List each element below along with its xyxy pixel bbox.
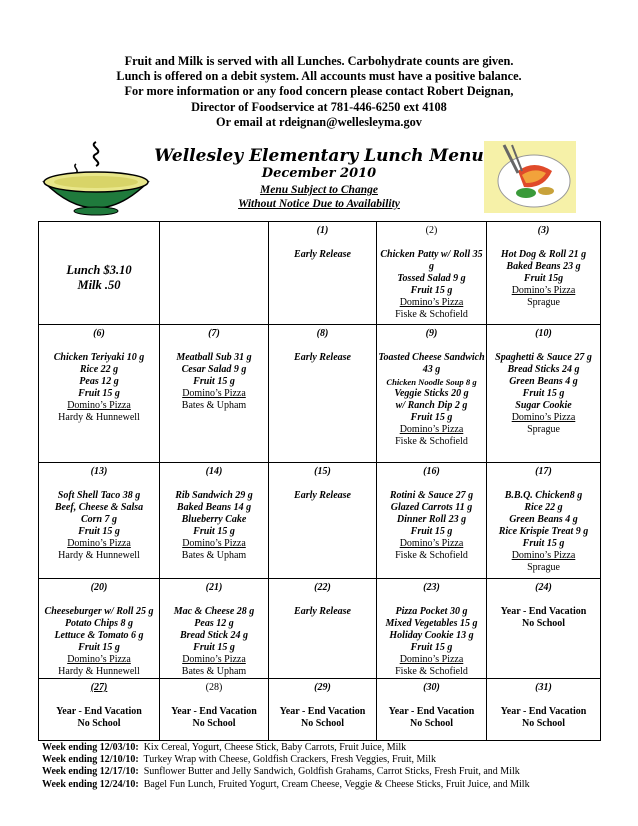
day-number: (9) [425, 328, 438, 339]
menu-item: Early Release [294, 249, 351, 260]
menu-item: Potato Chips 8 g [64, 618, 134, 629]
school-names: Hardy & Hunnewell [58, 550, 140, 561]
menu-item: Rice 22 g [524, 502, 563, 513]
pizza-label [378, 424, 485, 436]
menu-item: Pizza Pocket 30 g [395, 606, 468, 617]
calendar-week-row [39, 325, 601, 463]
menu-item: Rib Sandwich 29 g [175, 490, 253, 501]
calendar-day-cell [377, 463, 487, 579]
price-box [40, 263, 158, 293]
calendar-day-cell [487, 222, 601, 325]
menu-item: Peas 12 g [79, 376, 119, 387]
calendar-day-cell [269, 679, 377, 741]
menu-item: Bread Sticks 24 g [507, 364, 580, 375]
menu-item: w/ Ranch Dip 2 g [395, 400, 468, 411]
menu-item: Peas 12 g [194, 618, 234, 629]
header-line: Or email at rdeignan@wellesleyma.gov [216, 114, 422, 129]
pizza-name: Domino’s Pizza [511, 550, 576, 561]
calendar-day-cell [269, 325, 377, 463]
calendar-day-cell [269, 463, 377, 579]
day-number: (16) [423, 466, 440, 477]
menu-item: Rice 22 g [79, 364, 119, 375]
pizza-label [488, 550, 599, 562]
calendar-day-cell [160, 679, 269, 741]
menu-item: Glazed Carrots 11 g [390, 502, 473, 513]
day-number: (15) [314, 466, 331, 477]
day-number: (8) [316, 328, 329, 339]
milk-price: Milk .50 [77, 278, 121, 292]
school-names: Sprague [527, 424, 560, 435]
menu-item: Fruit 15 g [78, 642, 120, 653]
menu-item: Chicken Teriyaki 10 g [53, 352, 145, 363]
vacation-note: Year - End Vacation [171, 706, 257, 717]
menu-month: December 2010 [261, 166, 377, 181]
day-number: (13) [90, 466, 108, 477]
menu-item: Toasted Cheese Sandwich 43 g [378, 352, 485, 375]
menu-item: Baked Beans 23 g [506, 261, 581, 272]
menu-item: Fruit 15 g [410, 412, 453, 423]
menu-item: Fruit 15 g [522, 538, 565, 549]
pizza-name: Domino’s Pizza [67, 654, 131, 665]
menu-item: Mac & Cheese 28 g [173, 606, 255, 617]
menu-item: Fruit 15 g [193, 376, 235, 387]
calendar-day-cell [487, 463, 601, 579]
pizza-name: Domino’s Pizza [182, 388, 246, 399]
pizza-name: Domino’s Pizza [182, 538, 246, 549]
school-names: Fiske & Schofield [395, 666, 468, 677]
vacation-note: Year - End Vacation [500, 606, 587, 617]
menu-item: Fruit 15 g [193, 526, 235, 537]
pizza-name: Domino’s Pizza [399, 538, 464, 549]
calendar-day-cell [160, 579, 269, 679]
menu-item: Early Release [294, 352, 351, 363]
menu-item: Fruit 15 g [410, 642, 453, 653]
pizza-label [161, 654, 267, 666]
calendar-week-row [39, 222, 601, 325]
school-names: Bates & Upham [181, 550, 247, 561]
menu-notice [0, 184, 638, 211]
lunch-price: Lunch $3.10 [66, 263, 132, 277]
menu-item: Fruit 15 g [410, 526, 453, 537]
menu-item: Fruit 15 g [410, 285, 453, 296]
header-line: Fruit and Milk is served with all Lunches. Carbohydrate counts are given. [124, 54, 514, 68]
calendar-day-cell [39, 325, 160, 463]
calendar-day-cell [39, 679, 160, 741]
menu-item: Rotini & Sauce 27 g [389, 490, 474, 501]
header-line: Director of Foodservice at 781-446-6250 ext 4108 [191, 99, 447, 114]
pizza-label [488, 285, 599, 297]
day-number: (29) [314, 682, 331, 693]
menu-item: Holiday Cookie 13 g [389, 630, 474, 641]
header-line: Lunch is offered on a debit system. All accounts must have a positive balance. [116, 69, 522, 84]
day-number: (24) [535, 582, 552, 593]
menu-item: B.B.Q. Chicken8 g [504, 490, 583, 501]
vacation-note: Year - End Vacation [500, 706, 587, 717]
vacation-note: No School [192, 718, 236, 729]
header-line: For more information or any food concern please contact Robert Deignan, [124, 84, 514, 99]
pizza-label [40, 654, 158, 666]
menu-item: Green Beans 4 g [509, 376, 578, 387]
calendar-day-cell [39, 222, 160, 325]
day-number: (21) [205, 582, 223, 593]
menu-item: Chicken Patty w/ Roll 35 g [380, 249, 483, 272]
menu-item: Meatball Sub 31 g [176, 352, 252, 363]
calendar-day-cell [487, 679, 601, 741]
vacation-note: No School [521, 618, 566, 629]
calendar-day-cell [160, 325, 269, 463]
calendar-day-cell [39, 463, 160, 579]
calendar-day-cell [160, 463, 269, 579]
menu-item: Beef, Cheese & Salsa [54, 502, 144, 513]
calendar-day-cell [487, 579, 601, 679]
school-names: Sprague [527, 297, 560, 308]
menu-item: Rice Krispie Treat 9 g [498, 526, 589, 537]
calendar-day-cell [487, 325, 601, 463]
school-names: Fiske & Schofield [395, 436, 468, 447]
menu-item: Fruit 15 g [78, 526, 120, 537]
menu-item: Corn 7 g [80, 514, 118, 525]
vacation-note: No School [521, 718, 566, 729]
calendar-day-cell [160, 222, 269, 325]
pizza-label [488, 412, 599, 424]
notice-line: Without Notice Due to Availability [238, 197, 400, 210]
menu-title: Wellesley Elementary Lunch Menu [154, 146, 484, 166]
menu-item: Green Beans 4 g [509, 514, 578, 525]
day-number: (27) [90, 682, 108, 693]
pizza-label [40, 538, 158, 550]
menu-item: Fruit 15g [523, 273, 564, 284]
vacation-note: Year - End Vacation [279, 706, 366, 717]
vacation-note: No School [409, 718, 454, 729]
vacation-note: Year - End Vacation [388, 706, 475, 717]
day-number: (17) [535, 466, 552, 477]
calendar-day-cell [377, 679, 487, 741]
week-ending-row: Week ending 12/24/10: Bagel Fun Lunch, Fruited Yogurt, Cream Cheese, Veggie & Cheese Sticks, Fruit Juice, and Milk [42, 778, 530, 790]
menu-item: Fruit 15 g [193, 642, 235, 653]
school-names: Fiske & Schofield [395, 309, 468, 320]
day-number: (30) [423, 682, 440, 693]
menu-item: Early Release [294, 490, 351, 501]
calendar-day-cell [377, 579, 487, 679]
menu-item: Veggie Sticks 20 g [394, 388, 469, 399]
calendar-day-cell [377, 325, 487, 463]
pizza-name: Domino’s Pizza [67, 400, 131, 411]
menu-item: Lettuce & Tomato 6 g [54, 630, 144, 641]
pizza-name: Domino’s Pizza [511, 412, 576, 423]
day-number: (28) [205, 682, 223, 693]
pizza-name: Domino’s Pizza [182, 654, 246, 665]
day-number: (1) [316, 225, 329, 236]
vacation-note: No School [300, 718, 345, 729]
menu-item: Mixed Vegetables 15 g [385, 618, 478, 629]
menu-item: Hot Dog & Roll 21 g [500, 249, 587, 260]
calendar-day-cell [39, 579, 160, 679]
day-number: (3) [537, 225, 550, 236]
menu-item: Soft Shell Taco 38 g [57, 490, 141, 501]
school-names: Sprague [527, 562, 560, 573]
pizza-label [161, 538, 267, 550]
menu-item: Bread Stick 24 g [179, 630, 249, 641]
week-endings [42, 742, 530, 791]
menu-item: Fruit 15 g [78, 388, 120, 399]
pizza-label [378, 297, 485, 309]
menu-item: Sugar Cookie [515, 400, 572, 411]
pizza-label [161, 388, 267, 400]
menu-item: Cesar Salad 9 g [181, 364, 247, 375]
menu-item: Early Release [294, 606, 351, 617]
pizza-label [378, 654, 485, 666]
calendar-day-cell [269, 579, 377, 679]
week-ending-row: Week ending 12/17/10: Sunflower Butter and Jelly Sandwich, Goldfish Grahams, Carrot Sticks, Fresh Fruit, and Milk [42, 766, 520, 778]
day-number: (22) [314, 582, 331, 593]
contact-header [0, 54, 638, 130]
day-number: (7) [208, 328, 220, 339]
school-names: Hardy & Hunnewell [58, 412, 140, 423]
pizza-name: Domino’s Pizza [399, 654, 464, 665]
menu-item: Dinner Roll 23 g [396, 514, 467, 525]
menu-item: Spaghetti & Sauce 27 g [495, 352, 592, 363]
school-names: Hardy & Hunnewell [58, 666, 140, 677]
day-number: (14) [205, 466, 223, 477]
school-names: Bates & Upham [181, 666, 247, 677]
pizza-name: Domino’s Pizza [67, 538, 131, 549]
week-ending-row: Week ending 12/10/10: Turkey Wrap with Cheese, Goldfish Crackers, Fresh Veggies, Fruit, Milk [42, 754, 436, 766]
school-names: Bates & Upham [181, 400, 247, 411]
day-number: (2) [425, 225, 438, 236]
menu-item: Baked Beans 14 g [176, 502, 252, 513]
school-names: Fiske & Schofield [395, 550, 468, 561]
pizza-name: Domino’s Pizza [511, 285, 576, 296]
pizza-label [378, 538, 485, 550]
calendar-week-row [39, 579, 601, 679]
menu-item: Fruit 15 g [522, 388, 565, 399]
day-number: (23) [423, 582, 440, 593]
calendar-week-row [39, 679, 601, 741]
day-number: (20) [90, 582, 108, 593]
notice-line: Menu Subject to Change [260, 184, 378, 196]
menu-item: Blueberry Cake [181, 514, 247, 525]
pizza-label [40, 400, 158, 412]
vacation-note: No School [77, 718, 121, 729]
menu-item: Tossed Salad 9 g [397, 273, 466, 284]
calendar-week-row [39, 463, 601, 579]
calendar-day-cell [269, 222, 377, 325]
menu-item: Cheeseburger w/ Roll 25 g [44, 606, 154, 617]
vacation-note: Year - End Vacation [56, 706, 142, 717]
day-number: (31) [535, 682, 552, 693]
menu-calendar [38, 221, 601, 741]
pizza-name: Domino’s Pizza [399, 424, 464, 435]
week-ending-row: Week ending 12/03/10: Kix Cereal, Yogurt, Cheese Stick, Baby Carrots, Fruit Juice, Milk [42, 742, 407, 753]
calendar-day-cell [377, 222, 487, 325]
day-number: (6) [93, 328, 105, 339]
pizza-name: Domino’s Pizza [399, 297, 464, 308]
day-number: (10) [535, 328, 552, 339]
menu-item: Chicken Noodle Soup 8 g [386, 377, 477, 387]
